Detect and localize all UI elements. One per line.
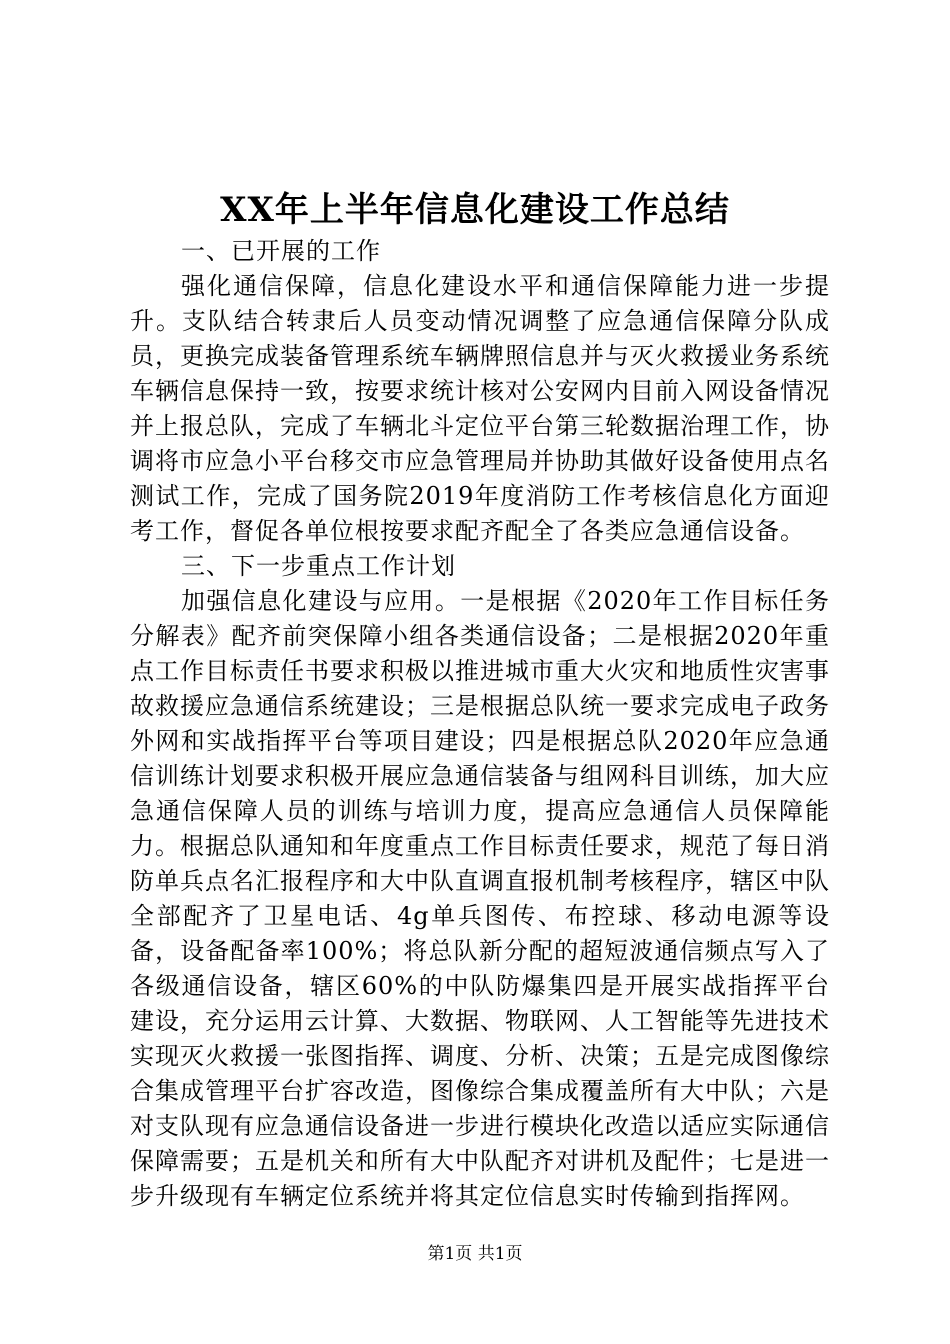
section-heading-next-plan: 三、下一步重点工作计划 — [181, 552, 456, 580]
section-paragraph-next-plan: 加强信息化建设与应用。一是根据《2020年工作目标任务分解表》配齐前突保障小组各类通信设备；二是根据2020年重点工作目标责任书要求积极以推进城市重大火灾和地质性灾害事故救援应急通信系统建设；三是根据总队统一要求完成电子政务外网和实战指挥平台等项目建设；四是根据总队2020年应急通信训练计划要求积极开展应急通信装备与组网科目训练，加大应急通信保障人员的训练与培训力度，提高应急通信人员保障能力。根据总队通知和年度重点工作目标责任要求，规范了每日消防单兵点名汇报程序和大中队直调直报机制考核程序，辖区中队全部配齐了卫星电话、4g单兵图传、布控球、移动电源等设备，设备配备率100%；将总队新分配的超短波通信频点写入了各级通信设备，辖区60%的中队防爆集四是开展实战指挥平台建设，充分运用云计算、大数据、物联网、人工智能等先进技术实现灭火救援一张图指挥、调度、分析、决策；五是完成图像综合集成管理平台扩容改造，图像综合集成覆盖所有大中队；六是对支队现有应急通信设备进一步进行模块化改造以适应实际通信保障需要；五是机关和所有大中队配齐对讲机及配件；七是进一步升级现有车辆定位系统并将其定位信息实时传输到指挥网。 — [130, 587, 830, 1210]
page-footer: 第1页 共1页 — [427, 1244, 523, 1264]
section-heading-completed-work: 一、已开展的工作 — [181, 237, 381, 265]
section-paragraph-completed-work: 强化通信保障，信息化建设水平和通信保障能力进一步提升。支队结合转隶后人员变动情况调整了应急通信保障分队成员，更换完成装备管理系统车辆牌照信息并与灭火救援业务系统车辆信息保持一致，按要求统计核对公安网内目前入网设备情况并上报总队，完成了车辆北斗定位平台第三轮数据治理工作，协调将市应急小平台移交市应急管理局并协助其做好设备使用点名测试工作，完成了国务院2019年度消防工作考核信息化方面迎考工作，督促各单位根按要求配齐配全了各类应急通信设备。 — [130, 272, 830, 545]
document-title: XX年上半年信息化建设工作总结 — [220, 190, 730, 230]
document-body — [130, 234, 830, 1214]
